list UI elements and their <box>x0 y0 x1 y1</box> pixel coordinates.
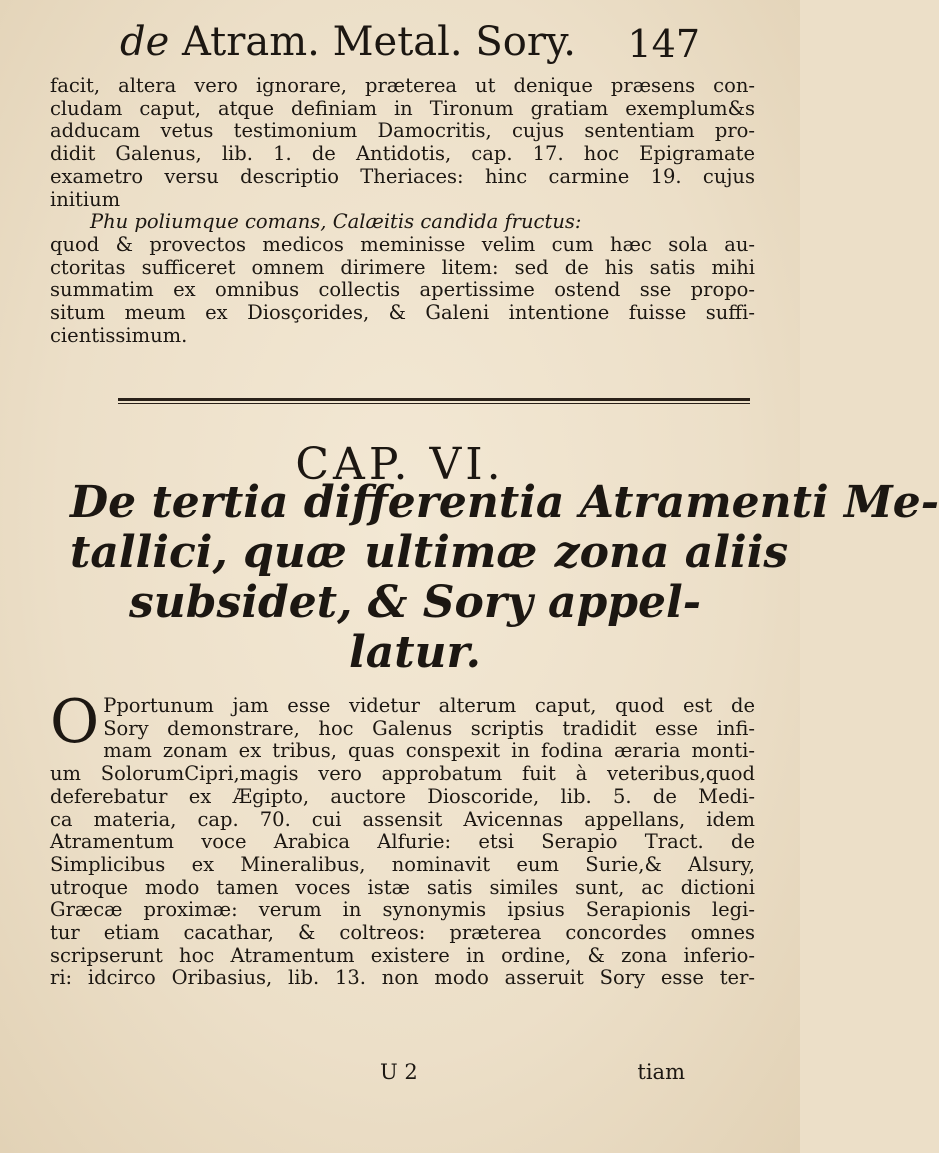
text-line: situm meum ex Diosçorides, & Galeni intentione fuisse suffi- <box>50 301 755 325</box>
drop-initial: O <box>50 687 100 757</box>
text-line: Sory demonstrare, hoc Galenus scriptis tradidit esse infi- <box>103 716 755 740</box>
text-line: um SolorumCipri,magis vero approbatum fuit à veteribus,quod <box>50 762 755 786</box>
text-line: cientissimum. <box>50 323 188 347</box>
paragraph-1 <box>50 75 755 347</box>
text-line: facit, altera vero ignorare, prӕterea ut denique prӕsens con- <box>50 74 755 97</box>
text-line: cludam caput, atque definiam in Tironum gratiam exemplum&s <box>50 96 755 120</box>
verse-text: Phu poliumque comans, Calӕitis candida fructus: <box>90 210 582 234</box>
text-line: adducam vetus testimonium Damocritis, cujus sententiam pro- <box>50 119 755 143</box>
text-line: Pportunum jam esse videtur alterum caput, quod est de <box>103 694 755 717</box>
chapter-title-line: De tertia differentia Atramenti Me- <box>70 477 939 528</box>
text-line: Atramentum voce Arabica Alfurie: etsi Serapio Tract. de <box>50 830 755 854</box>
section-rule <box>118 398 750 401</box>
text-line: didit Galenus, lib. 1. de Antidotis, cap. 17. hoc Epigramate <box>50 142 755 166</box>
text-line: ctoritas sufficeret omnem dirimere litem: sed de his satis mihi <box>50 255 755 279</box>
signature-mark: U 2 <box>380 1060 418 1084</box>
text-line: mam zonam ex tribus, quas conspexit in fodina ӕraria monti- <box>103 739 755 763</box>
chapter-title-line: latur. <box>349 627 481 678</box>
text-line: tur etiam cacathar, & coltreos: prӕterea concordes omnes <box>50 921 755 945</box>
running-title <box>120 12 576 72</box>
paragraph-2 <box>50 687 755 990</box>
text-line: utroque modo tamen voces istӕ satis similes sunt, ac dictioni <box>50 875 755 899</box>
text-line: initium <box>50 187 121 211</box>
text-line: ri: idcirco Oribasius, lib. 13. non modo asseruit Sory esse ter- <box>50 966 755 990</box>
text-line: ca materia, cap. 70. cui assensit Avicennas appellans, idem <box>50 807 755 831</box>
text-line: Simplicibus ex Mineralibus, nominavit eum Surie,& Alsury, <box>50 852 755 876</box>
text-line: summatim ex omnibus collectis apertissime ostend sse propo- <box>50 278 755 302</box>
verse-line <box>50 211 755 234</box>
text-line: scripserunt hoc Atramentum existere in ordine, & zona inferio- <box>50 943 755 967</box>
chapter-title-line: subsidet, & Sory appel- <box>129 577 701 628</box>
text-line: Grӕcӕ proximӕ: verum in synonymis ipsius Serapionis legi- <box>50 898 755 922</box>
catchword: tiam <box>637 1060 685 1084</box>
page-header <box>100 12 700 72</box>
text-line: deferebatur ex Ægipto, auctore Dioscoride, lib. 5. de Medi- <box>50 784 755 808</box>
text-line: quod & provectos medicos meminisse velim cum hӕc sola au- <box>50 232 755 256</box>
chapter-number: CAP. VI. <box>295 439 505 490</box>
running-title-de: de <box>120 19 170 65</box>
section-rule-thin <box>118 403 750 404</box>
running-title-text: Atram. Metal. Sory. <box>182 19 576 65</box>
page-number: 147 <box>627 22 700 66</box>
text-line: exametro versu descriptio Theriaces: hinc carmine 19. cujus <box>50 164 755 188</box>
chapter-title <box>70 477 939 678</box>
page-footer <box>50 1060 755 1090</box>
chapter-title-line: tallici, quӕ ultimӕ zona aliis <box>70 527 789 578</box>
